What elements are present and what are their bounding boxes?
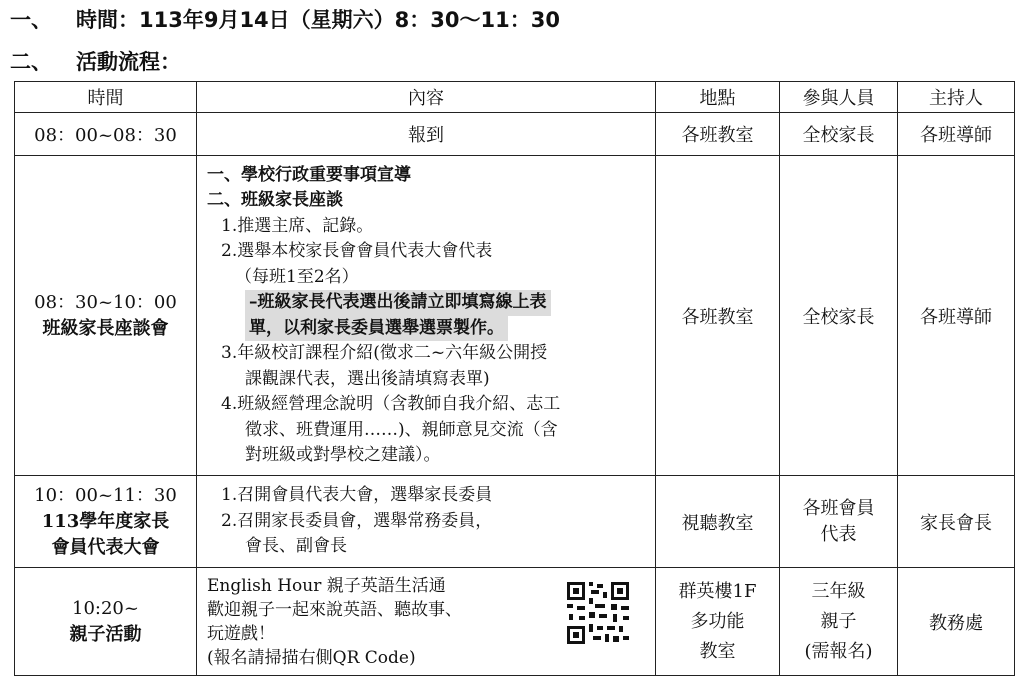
time-cell: 08：00~08：30	[15, 113, 197, 156]
content-line: 對班級或對學校之建議）。	[245, 445, 441, 465]
host-cell: 各班導師	[898, 156, 1015, 476]
content-line: 一、學校行政重要事項宣導	[207, 164, 411, 185]
time-cell: 08：30~10：00 班級家長座談會	[15, 156, 197, 476]
place-cell: 視聽教室	[656, 476, 780, 568]
content-line: 會長、副會長	[245, 536, 347, 557]
header-host: 主持人	[898, 82, 1015, 113]
host-cell: 各班導師	[898, 113, 1015, 156]
content-cell	[197, 156, 656, 476]
section-1-number: 一、	[10, 8, 52, 32]
content-line: 課觀課代表，選出後請填寫表單)	[245, 368, 490, 389]
header-place: 地點	[656, 82, 780, 113]
content-cell: 報到	[197, 113, 656, 156]
section-1-heading	[10, 4, 560, 34]
header-content: 內容	[197, 82, 656, 113]
content-line: 3.年級校訂課程介紹(徵求二~六年級公開授	[221, 343, 548, 363]
content-line: 徵求、班費運用……)、親師意見交流（含	[245, 419, 558, 440]
table-row	[15, 156, 1015, 476]
place-cell: 各班教室	[656, 113, 780, 156]
content-line: 玩遊戲！	[207, 623, 275, 644]
table-row	[15, 476, 1015, 568]
time-cell: 10:20~ 親子活動	[15, 568, 197, 676]
content-line: 二、班級家長座談	[207, 190, 343, 210]
content-line: (報名請掃描右側QR Code)	[207, 647, 416, 668]
header-time: 時間	[15, 82, 197, 113]
people-cell: 全校家長	[780, 156, 898, 476]
schedule-table	[14, 81, 1015, 676]
table-header-row	[15, 82, 1015, 113]
host-cell: 家長會長	[898, 476, 1015, 568]
highlight-note: 單，以利家長委員選舉選票製作。	[207, 316, 649, 342]
place-cell: 各班教室	[656, 156, 780, 476]
content-line: 4.班級經營理念說明（含教師自我介紹、志工	[221, 394, 561, 414]
content-line: 2.召開家長委員會，選舉常務委員，	[221, 510, 493, 531]
content-line: （每班1至2名）	[235, 266, 359, 287]
highlight-note: –班級家長代表選出後請立即填寫線上表	[207, 290, 649, 316]
people-cell: 各班會員 代表	[780, 476, 898, 568]
content-line: 1.召開會員代表大會，選舉家長委員	[221, 485, 493, 506]
people-cell: 三年級 親子 (需報名)	[780, 568, 898, 676]
content-cell	[197, 476, 656, 568]
time-cell: 10：00~11：30 113學年度家長 會員代表大會	[15, 476, 197, 568]
section-2-heading	[10, 46, 181, 76]
section-2-text: 活動流程：	[76, 50, 181, 74]
content-line: English Hour 親子英語生活通	[207, 575, 446, 596]
content-cell	[197, 568, 656, 676]
people-cell: 全校家長	[780, 113, 898, 156]
section-2-number: 二、	[10, 50, 52, 74]
content-line: 2.選舉本校家長會會員代表大會代表	[221, 241, 493, 261]
table-row	[15, 113, 1015, 156]
content-line: 1.推選主席、記錄。	[221, 215, 374, 236]
table-row	[15, 568, 1015, 676]
host-cell: 教務處	[898, 568, 1015, 676]
content-line: 歡迎親子一起來說英語、聽故事、	[207, 599, 462, 620]
section-1-text: 時間：113年9月14日（星期六）8：30～11：30	[76, 8, 560, 32]
qr-code-icon[interactable]	[565, 580, 631, 646]
place-cell: 群英樓1F 多功能 教室	[656, 568, 780, 676]
header-people: 參與人員	[780, 82, 898, 113]
